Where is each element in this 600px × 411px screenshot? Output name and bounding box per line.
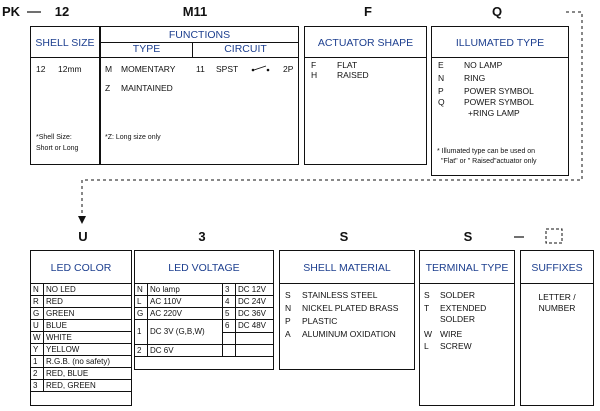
voltage-label: AC 220V <box>148 308 223 320</box>
illum-code-e: E <box>438 60 444 70</box>
led-color-label: BLUE <box>44 320 132 332</box>
voltage-label: No lamp <box>148 284 223 296</box>
functions-note: *Z: Long size only <box>105 134 161 141</box>
led-color-header: LED COLOR <box>50 262 112 274</box>
terminal-code-w: W <box>424 329 433 339</box>
type-label-maintained: MAINTAINED <box>121 83 173 93</box>
led-color-code: N <box>31 284 44 296</box>
led-color-box <box>30 250 132 406</box>
voltage-code: G <box>135 308 148 320</box>
code-led-voltage: 3 <box>198 229 206 244</box>
illum-note-1: * Illumated type can be used on <box>437 148 536 155</box>
led-voltage-table <box>134 283 274 357</box>
led-color-row <box>31 380 132 392</box>
shell-size-code: 12 <box>36 64 46 74</box>
terminal-type-box <box>419 250 515 406</box>
led-color-label: WHITE <box>44 332 132 344</box>
led-voltage-header: LED VOLTAGE <box>168 262 240 274</box>
shell-material-code: P <box>285 316 291 326</box>
voltage-code: 4 <box>223 296 236 308</box>
shell-material-label: ALUMINUM OXIDATION <box>302 329 396 339</box>
actuator-shape-box <box>304 26 427 165</box>
terminal-label-solder: SOLDER <box>440 290 475 300</box>
illum-code-q: Q <box>438 97 445 107</box>
illum-label-no-lamp: NO LAMP <box>464 60 503 70</box>
circuit-code: 11 <box>196 64 205 74</box>
shell-material-label: STAINLESS STEEL <box>302 290 378 300</box>
shell-material-label: NICKEL PLATED BRASS <box>302 303 399 313</box>
code-terminal: S <box>463 229 473 244</box>
type-code-m: M <box>105 64 113 74</box>
voltage-label: DC 36V <box>236 308 274 320</box>
voltage-label: DC 3V (G,B,W) <box>148 320 223 345</box>
suffix-placeholder-box <box>546 229 562 243</box>
led-color-table <box>30 283 132 392</box>
illum-code-n: N <box>438 73 445 83</box>
led-color-code: W <box>31 332 44 344</box>
led-color-code: U <box>31 320 44 332</box>
actuator-code-h: H <box>311 70 318 80</box>
terminal-label-wire: WIRE <box>440 329 463 339</box>
shell-material-label: PLASTIC <box>302 316 338 326</box>
actuator-shape-header: ACTUATOR SHAPE <box>317 37 414 49</box>
terminal-label-extended: EXTENDED <box>440 303 487 313</box>
code-function: M11 <box>182 4 208 19</box>
code-shell: S <box>339 229 349 244</box>
shell-size-note-1: *Shell Size: <box>36 134 72 141</box>
led-color-row <box>31 296 132 308</box>
led-color-row <box>31 308 132 320</box>
illuminated-type-header: ILLUMATED TYPE <box>455 37 545 49</box>
voltage-label: DC 6V <box>148 345 223 357</box>
functions-circuit-header: CIRCUIT <box>224 43 267 55</box>
led-color-row <box>31 368 132 380</box>
voltage-label: DC 48V <box>236 320 274 333</box>
terminal-type-header: TERMINAL TYPE <box>425 262 509 274</box>
led-color-row <box>31 344 132 356</box>
voltage-code: 3 <box>223 284 236 296</box>
shell-size-header: SHELL SIZE <box>35 37 95 49</box>
led-color-label: NO LED <box>44 284 132 296</box>
voltage-code: L <box>135 296 148 308</box>
terminal-code-t: T <box>424 303 430 313</box>
shell-size-value: 12mm <box>58 64 82 74</box>
shell-material-header: SHELL MATERIAL <box>303 262 391 274</box>
suffixes-text-2: NUMBER <box>538 303 576 313</box>
suffixes-header: SUFFIXES <box>531 262 583 274</box>
functions-box <box>100 26 299 165</box>
actuator-code-f: F <box>311 60 317 70</box>
led-color-row <box>31 284 132 296</box>
illum-code-p: P <box>438 86 444 96</box>
functions-header: FUNCTIONS <box>168 29 231 41</box>
led-color-code: 2 <box>31 368 44 380</box>
voltage-code: N <box>135 284 148 296</box>
led-color-row <box>31 332 132 344</box>
illum-note-2: "Flat" or " Raised"actuator only <box>441 158 537 165</box>
suffixes-box <box>520 250 594 406</box>
terminal-label-extended-solder: SOLDER <box>440 314 475 324</box>
code-prefix: PK <box>2 4 21 19</box>
shell-material-code: A <box>285 329 291 339</box>
led-voltage-box <box>134 250 274 370</box>
type-label-momentary: MOMENTARY <box>121 64 176 74</box>
led-color-code: 3 <box>31 380 44 392</box>
led-color-code: Y <box>31 344 44 356</box>
led-color-label: GREEN <box>44 308 132 320</box>
shell-size-note-2: Short or Long <box>36 145 79 152</box>
led-color-label: RED, GREEN <box>44 380 132 392</box>
led-color-label: R.G.B. (no safety) <box>44 356 132 368</box>
led-color-code: R <box>31 296 44 308</box>
voltage-code: 2 <box>135 345 148 357</box>
actuator-label-flat: FLAT <box>337 60 358 70</box>
circuit-label: SPST <box>216 64 239 74</box>
illum-label-ring-lamp: +RING LAMP <box>468 108 520 118</box>
actuator-label-raised: RAISED <box>337 70 369 80</box>
illum-label-power-symbol-ring: POWER SYMBOL <box>464 97 534 107</box>
voltage-label: DC 24V <box>236 296 274 308</box>
shell-material-box <box>279 250 415 370</box>
code-illum: Q <box>491 4 503 19</box>
shell-size-box <box>30 26 100 165</box>
type-code-z: Z <box>105 83 111 93</box>
illuminated-type-box <box>431 26 569 176</box>
code-led-color: U <box>78 229 88 244</box>
terminal-code-l: L <box>424 341 429 351</box>
voltage-code: 1 <box>135 320 148 345</box>
led-color-label: RED <box>44 296 132 308</box>
terminal-label-screw: SCREW <box>440 341 472 351</box>
voltage-code: 6 <box>223 320 236 333</box>
illum-label-ring: RING <box>464 73 486 83</box>
arrow-down-icon <box>78 216 86 224</box>
suffixes-text-1: LETTER / <box>538 292 576 302</box>
code-size: 12 <box>54 4 70 19</box>
code-actuator: F <box>364 4 372 19</box>
shell-material-code: S <box>285 290 291 300</box>
led-color-code: 1 <box>31 356 44 368</box>
shell-material-code: N <box>285 303 292 313</box>
voltage-code: 5 <box>223 308 236 320</box>
circuit-poles: 2P <box>283 64 294 74</box>
led-color-code: G <box>31 308 44 320</box>
led-color-label: YELLOW <box>44 344 132 356</box>
led-color-row <box>31 320 132 332</box>
terminal-code-s: S <box>424 290 430 300</box>
led-color-label: RED, BLUE <box>44 368 132 380</box>
voltage-label: AC 110V <box>148 296 223 308</box>
voltage-label: DC 12V <box>236 284 274 296</box>
led-color-row <box>31 356 132 368</box>
functions-type-header: TYPE <box>132 43 161 55</box>
illum-label-power-symbol: POWER SYMBOL <box>464 86 534 96</box>
